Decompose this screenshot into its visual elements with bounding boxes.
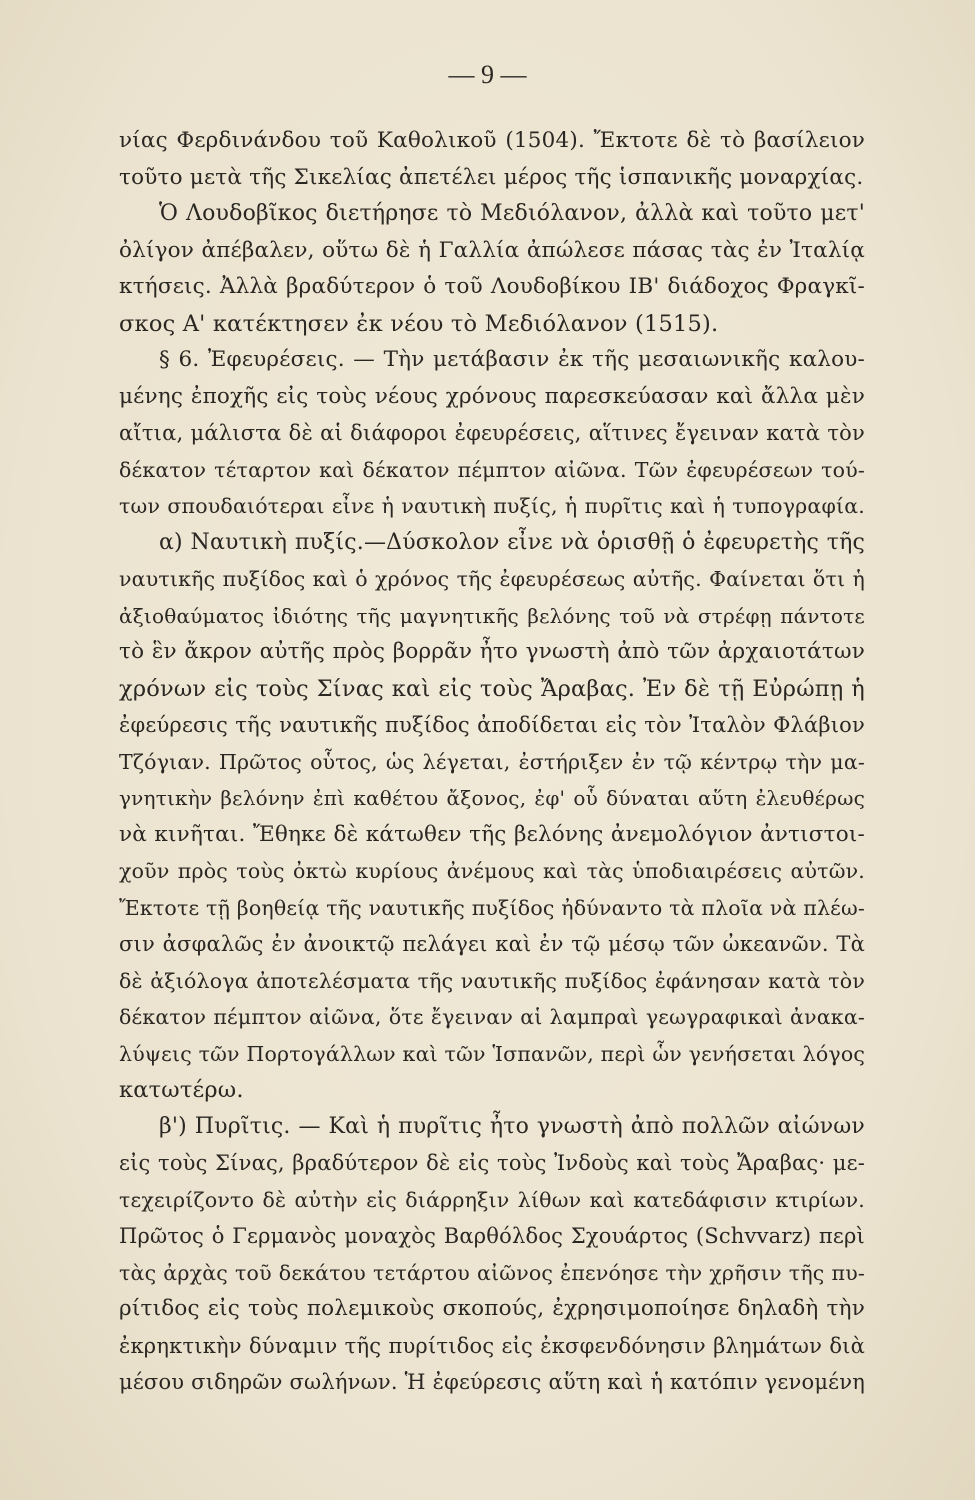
text-line: Ἔκτοτε τῇ βοηθείᾳ τῆς ναυτικῆς πυξίδος ἠδύναντο τὰ πλοῖα νὰ πλέω- bbox=[119, 895, 865, 920]
text-line: β') Πυρῖτις. — Καὶ ἡ πυρῖτις ἦτο γνωστὴ ἀπὸ πολλῶν αἰώνων bbox=[159, 1113, 865, 1139]
text-line: τὸ ἓν ἄκρον αὐτῆς πρὸς βορρᾶν ἦτο γνωστὴ ἀπὸ τῶν ἀρχαιοτάτων bbox=[119, 639, 865, 664]
page-number: — 9 — bbox=[448, 60, 527, 89]
text-line: κατωτέρω. bbox=[119, 1077, 244, 1103]
text-line: τοῦτο μετὰ τῆς Σικελίας ἀπετέλει μέρος τῆς ἱσπανικῆς μοναρχίας. bbox=[119, 164, 864, 190]
text-line: νίας Φερδινάνδου τοῦ Καθολικοῦ (1504). Ἔκτοτε δὲ τὸ βασίλειον bbox=[119, 128, 865, 153]
text-line: εἰς τοὺς Σίνας, βραδύτερον δὲ εἰς τοὺς Ἰνδοὺς καὶ τοὺς Ἄραβας· με- bbox=[119, 1151, 865, 1175]
text-line: Τζόγιαν. Πρῶτος οὗτος, ὡς λέγεται, ἐστήριξεν ἐν τῷ κέντρῳ τὴν μα- bbox=[119, 749, 865, 774]
text-line: μένης ἐποχῆς εἰς τοὺς νέους χρόνους παρεσκεύασαν καὶ ἄλλα μὲν bbox=[119, 383, 865, 409]
text-line: αἴτια, μάλιστα δὲ αἱ διάφοροι ἐφευρέσεις, αἵτινες ἔγειναν κατὰ τὸν bbox=[119, 421, 865, 445]
text-line: τὰς ἀρχὰς τοῦ δεκάτου τετάρτου αἰῶνος ἐπενόησε τὴν χρῆσιν τῆς πυ- bbox=[119, 1260, 865, 1285]
text-line: κτήσεις. Ἀλλὰ βραδύτερον ὁ τοῦ Λουδοβίκου ΙΒ' διάδοχος Φραγκῖ- bbox=[119, 274, 865, 299]
text-line: δέκατον πέμπτον αἰῶνα, ὅτε ἔγειναν αἱ λαμπραὶ γεωγραφικαὶ ἀνακα- bbox=[119, 1005, 865, 1029]
text-line: νὰ κινῆται. Ἔθηκε δὲ κάτωθεν τῆς βελόνης ἀνεμολόγιον ἀντιστοι- bbox=[119, 821, 865, 847]
text-line: ἀξιοθαύματος ἰδιότης τῆς μαγνητικῆς βελόνης τοῦ νὰ στρέφῃ πάντοτε bbox=[119, 603, 865, 628]
text-line: ναυτικῆς πυξίδος καὶ ὁ χρόνος τῆς ἐφευρέσεως αὐτῆς. Φαίνεται ὅτι ἡ bbox=[119, 567, 865, 591]
text-line: σκος Α' κατέκτησεν ἐκ νέου τὸ Μεδιόλανον (1515). bbox=[119, 310, 719, 337]
text-body bbox=[119, 123, 865, 1401]
text-line: δὲ ἀξιόλογα ἀποτελέσματα τῆς ναυτικῆς πυξίδος ἐφάνησαν κατὰ τὸν bbox=[119, 968, 865, 993]
text-line: ἐφεύρεσις τῆς ναυτικῆς πυξίδος ἀποδίδεται εἰς τὸν Ἰταλὸν Φλάβιον bbox=[119, 713, 865, 737]
text-line: ρίτιδος εἰς τοὺς πολεμικοὺς σκοπούς, ἐχρησιμοποίησε δηλαδὴ τὴν bbox=[119, 1296, 865, 1321]
text-line: των σπουδαιότεραι εἶνε ἡ ναυτικὴ πυξίς, ἡ πυρῖτις καὶ ἡ τυπογραφία. bbox=[119, 494, 865, 518]
text-line: χρόνων εἰς τοὺς Σίνας καὶ εἰς τοὺς Ἄραβας. Ἐν δὲ τῇ Εὐρώπῃ ἡ bbox=[119, 675, 865, 702]
text-line: Πρῶτος ὁ Γερμανὸς μοναχὸς Βαρθόλδος Σχουάρτος (Schvvarz) περὶ bbox=[119, 1224, 865, 1248]
text-line: μέσου σιδηρῶν σωλήνων. Ἡ ἐφεύρεσις αὕτη καὶ ἡ κατόπιν γενομένη bbox=[119, 1370, 865, 1394]
text-line: § 6. Ἐφευρέσεις. — Τὴν μετάβασιν ἐκ τῆς μεσαιωνικῆς καλου- bbox=[159, 347, 865, 372]
text-line: γνητικὴν βελόνην ἐπὶ καθέτου ἄξονος, ἐφ' οὗ δύναται αὕτη ἐλευθέρως bbox=[119, 786, 865, 810]
text-line: Ὁ Λουδοβῖκος διετήρησε τὸ Μεδιόλανον, ἀλλὰ καὶ τοῦτο μετ' bbox=[159, 201, 865, 226]
text-line: τεχειρίζοντο δὲ αὐτὴν εἰς διάρρηξιν λίθων καὶ κατεδάφισιν κτιρίων. bbox=[119, 1187, 865, 1212]
text-line: χοῦν πρὸς τοὺς ὀκτὼ κυρίους ἀνέμους καὶ τὰς ὑποδιαιρέσεις αὐτῶν. bbox=[119, 859, 865, 883]
text-line: λύψεις τῶν Πορτογάλλων καὶ τῶν Ἱσπανῶν, περὶ ὧν γενήσεται λόγος bbox=[119, 1041, 866, 1066]
text-line: ἐκρηκτικὴν δύναμιν τῆς πυρίτιδος εἰς ἐκσφενδόνησιν βλημάτων διὰ bbox=[119, 1333, 865, 1358]
text-line: δέκατον τέταρτον καὶ δέκατον πέμπτον αἰῶνα. Τῶν ἐφευρέσεων τού- bbox=[119, 457, 865, 482]
text-line: ὀλίγον ἀπέβαλεν, οὕτω δὲ ἡ Γαλλία ἀπώλεσε πάσας τὰς ἐν Ἰταλίᾳ bbox=[119, 237, 865, 263]
text-line: σιν ἀσφαλῶς ἐν ἀνοικτῷ πελάγει καὶ ἐν τῷ μέσῳ τῶν ὠκεανῶν. Τὰ bbox=[119, 932, 865, 956]
text-line: α) Ναυτικὴ πυξίς.—Δύσκολον εἶνε νὰ ὁρισθῇ ὁ ἐφευρετὴς τῆς bbox=[159, 529, 865, 555]
